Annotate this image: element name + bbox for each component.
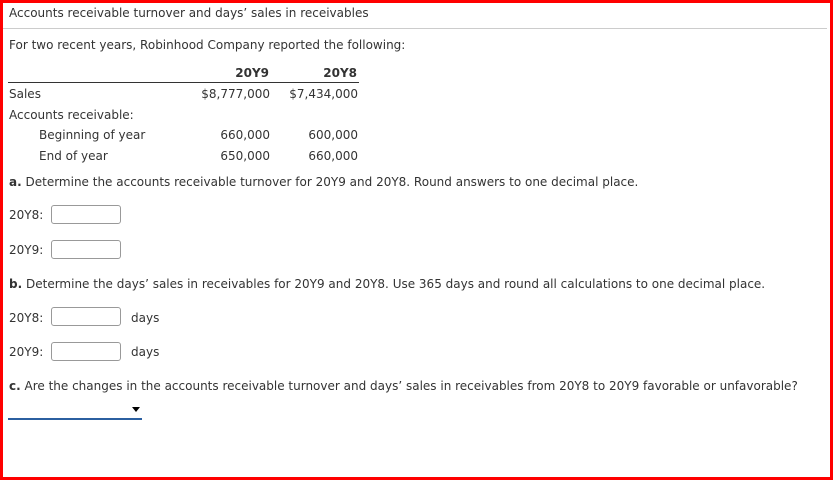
part-b-20y9-label: 20Y9: (9, 345, 44, 359)
problem-title: Accounts receivable turnover and days’ sales in receivables (9, 6, 369, 20)
col-header-20y9: 20Y9 (235, 66, 269, 80)
beginning-20y8: 600,000 (308, 128, 358, 142)
sales-20y9: $8,777,000 (201, 87, 270, 101)
part-b-20y9-input[interactable] (51, 342, 121, 361)
part-a-text: Determine the accounts receivable turnover for 20Y9 and 20Y8. Round answers to one decimal place. (25, 175, 639, 189)
part-b-20y8-unit: days (131, 311, 160, 325)
part-b-20y9-unit: days (131, 345, 160, 359)
part-b-letter: b. (9, 277, 23, 291)
end-20y8: 660,000 (308, 149, 358, 163)
part-b-question (9, 277, 765, 291)
part-b-text: Determine the days’ sales in receivables for 20Y9 and 20Y8. Use 365 days and round all calculations to one decimal place. (25, 277, 766, 291)
end-20y9: 650,000 (220, 149, 270, 163)
beginning-20y9: 660,000 (220, 128, 270, 142)
part-b-20y8-input[interactable] (51, 307, 121, 326)
title-divider (3, 28, 827, 29)
part-a-20y8-input[interactable] (51, 205, 121, 224)
part-b-20y8-label: 20Y8: (9, 311, 44, 325)
part-c-letter: c. (9, 379, 21, 393)
intro-text: For two recent years, Robinhood Company reported the following: (9, 38, 406, 52)
row-label-accounts-receivable: Accounts receivable: (9, 108, 134, 122)
part-a-20y8-label: 20Y8: (9, 208, 44, 222)
row-label-beginning: Beginning of year (39, 128, 146, 142)
chevron-down-icon (132, 407, 140, 412)
part-a-question (9, 175, 638, 189)
row-label-end: End of year (39, 149, 108, 163)
col-header-20y8: 20Y8 (323, 66, 357, 80)
part-a-20y9-label: 20Y9: (9, 243, 44, 257)
part-a-letter: a. (9, 175, 22, 189)
favorable-unfavorable-select[interactable] (8, 402, 142, 420)
part-c-question (9, 379, 798, 393)
sales-20y8: $7,434,000 (289, 87, 358, 101)
part-a-20y9-input[interactable] (51, 240, 121, 259)
table-header-rule (8, 82, 359, 83)
part-c-text: Are the changes in the accounts receivable turnover and days’ sales in receivables from 20Y8 to 20Y9 favorable or unfavorable? (24, 379, 798, 393)
row-label-sales: Sales (9, 87, 41, 101)
